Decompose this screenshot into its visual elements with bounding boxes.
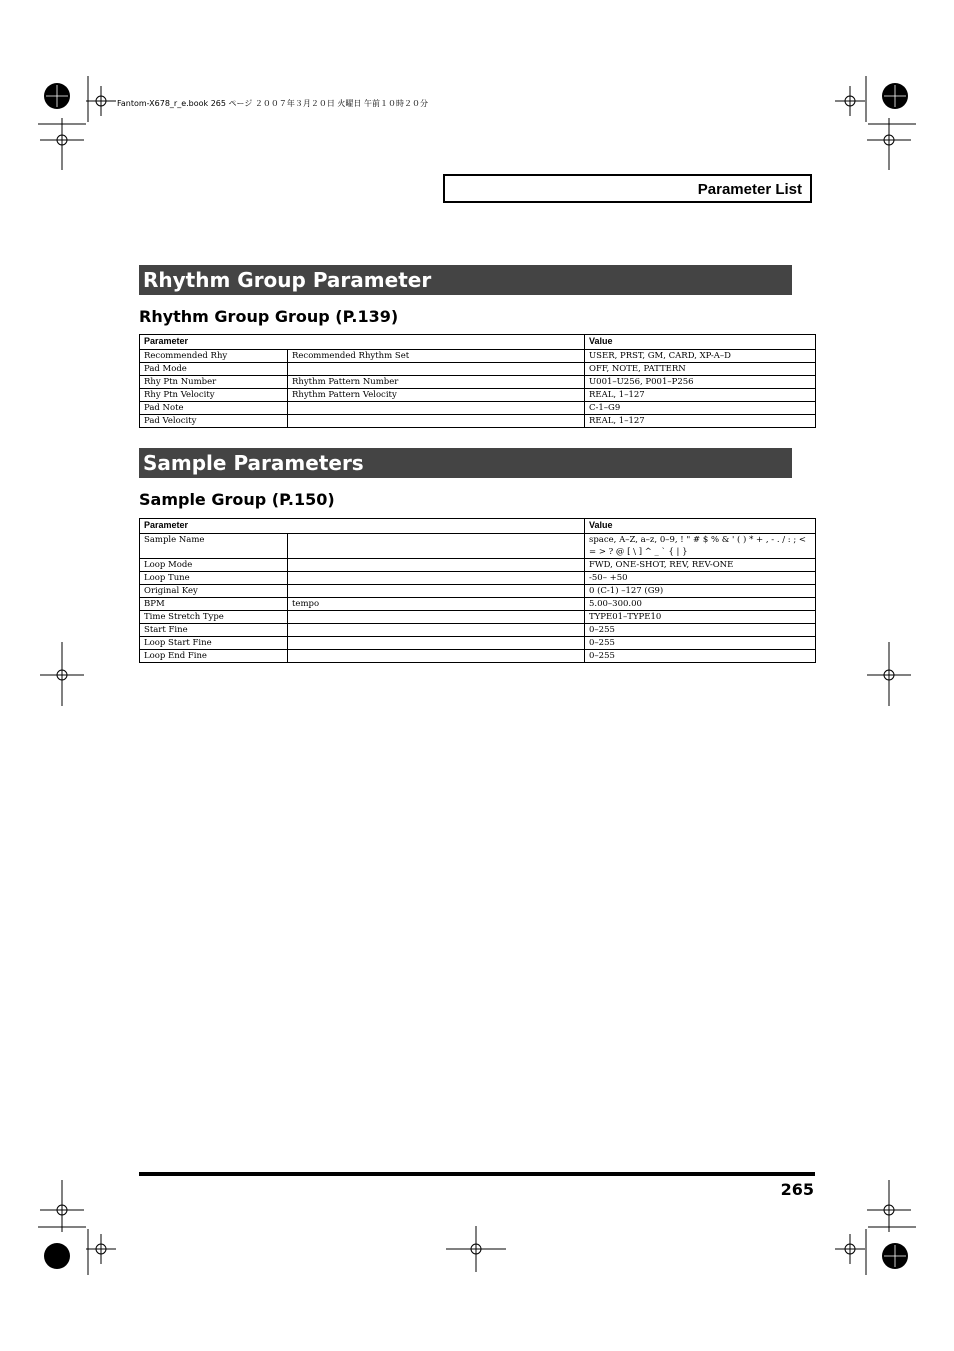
footer-rule bbox=[139, 1172, 815, 1176]
column-header-value: Value bbox=[585, 519, 816, 534]
parameter-description bbox=[288, 402, 585, 415]
parameter-description bbox=[288, 637, 585, 650]
parameter-description bbox=[288, 534, 585, 559]
parameter-value: FWD, ONE-SHOT, REV, REV-ONE bbox=[585, 559, 816, 572]
parameter-name: Loop End Fine bbox=[140, 650, 288, 663]
table-row bbox=[140, 363, 816, 376]
table-row bbox=[140, 637, 816, 650]
parameter-name: Sample Name bbox=[140, 534, 288, 559]
table-row bbox=[140, 389, 816, 402]
rhythm-group-parameter-table bbox=[139, 334, 816, 428]
parameter-description bbox=[288, 585, 585, 598]
running-title-box bbox=[443, 174, 812, 203]
column-header-parameter: Parameter bbox=[140, 335, 585, 350]
table-row bbox=[140, 650, 816, 663]
parameter-description bbox=[288, 611, 585, 624]
table-row bbox=[140, 376, 816, 389]
parameter-value: REAL, 1–127 bbox=[585, 415, 816, 428]
column-header-value: Value bbox=[585, 335, 816, 350]
parameter-description bbox=[288, 415, 585, 428]
table-row bbox=[140, 572, 816, 585]
parameter-name: Loop Start Fine bbox=[140, 637, 288, 650]
section-title-sample-parameters: Sample Parameters bbox=[139, 448, 792, 478]
table-row bbox=[140, 415, 816, 428]
column-header-parameter: Parameter bbox=[140, 519, 585, 534]
table-row bbox=[140, 624, 816, 637]
parameter-value: space, A–Z, a–z, 0–9, ! " # $ % & ' ( ) * + , - . / : ; < = > ? @ [ \ ] ^ _ ` { | } bbox=[585, 534, 816, 559]
subsection-title-rhythm-group-group: Rhythm Group Group (P.139) bbox=[139, 307, 399, 326]
file-info-line: Fantom-X678_r_e.book 265 ページ ２００７年３月２０日 火曜日 午前１０時２０分 bbox=[117, 99, 428, 108]
parameter-description bbox=[288, 363, 585, 376]
parameter-description bbox=[288, 572, 585, 585]
parameter-name: Loop Tune bbox=[140, 572, 288, 585]
parameter-value: C-1–G9 bbox=[585, 402, 816, 415]
parameter-description: Recommended Rhythm Set bbox=[288, 350, 585, 363]
parameter-value: U001–U256, P001–P256 bbox=[585, 376, 816, 389]
parameter-name: Pad Mode bbox=[140, 363, 288, 376]
table-header-row bbox=[140, 335, 816, 350]
parameter-value: REAL, 1–127 bbox=[585, 389, 816, 402]
parameter-value: 0–255 bbox=[585, 650, 816, 663]
table-row bbox=[140, 585, 816, 598]
table-row bbox=[140, 350, 816, 363]
parameter-name: Pad Velocity bbox=[140, 415, 288, 428]
parameter-name: Original Key bbox=[140, 585, 288, 598]
parameter-value: 0–255 bbox=[585, 637, 816, 650]
parameter-name: Rhy Ptn Velocity bbox=[140, 389, 288, 402]
parameter-value: OFF, NOTE, PATTERN bbox=[585, 363, 816, 376]
sample-parameters-table bbox=[139, 518, 816, 663]
parameter-value: USER, PRST, GM, CARD, XP-A–D bbox=[585, 350, 816, 363]
parameter-description bbox=[288, 624, 585, 637]
parameter-value: TYPE01–TYPE10 bbox=[585, 611, 816, 624]
table-row bbox=[140, 598, 816, 611]
parameter-value: 0 (C-1) –127 (G9) bbox=[585, 585, 816, 598]
running-title: Parameter List bbox=[697, 181, 802, 198]
section-title-rhythm-group-parameter: Rhythm Group Parameter bbox=[139, 265, 792, 295]
parameter-value: 5.00–300.00 bbox=[585, 598, 816, 611]
parameter-name: Rhy Ptn Number bbox=[140, 376, 288, 389]
table-row bbox=[140, 534, 816, 559]
parameter-name: Loop Mode bbox=[140, 559, 288, 572]
parameter-name: Pad Note bbox=[140, 402, 288, 415]
page-number: 265 bbox=[780, 1180, 814, 1199]
table-row bbox=[140, 559, 816, 572]
parameter-description: Rhythm Pattern Velocity bbox=[288, 389, 585, 402]
parameter-description bbox=[288, 650, 585, 663]
table-row bbox=[140, 611, 816, 624]
table-row bbox=[140, 402, 816, 415]
parameter-description: tempo bbox=[288, 598, 585, 611]
parameter-name: Time Stretch Type bbox=[140, 611, 288, 624]
parameter-name: BPM bbox=[140, 598, 288, 611]
table-header-row bbox=[140, 519, 816, 534]
parameter-name: Start Fine bbox=[140, 624, 288, 637]
parameter-description bbox=[288, 559, 585, 572]
parameter-description: Rhythm Pattern Number bbox=[288, 376, 585, 389]
parameter-value: 0–255 bbox=[585, 624, 816, 637]
parameter-name: Recommended Rhy bbox=[140, 350, 288, 363]
parameter-value: -50– +50 bbox=[585, 572, 816, 585]
subsection-title-sample-group: Sample Group (P.150) bbox=[139, 490, 335, 509]
